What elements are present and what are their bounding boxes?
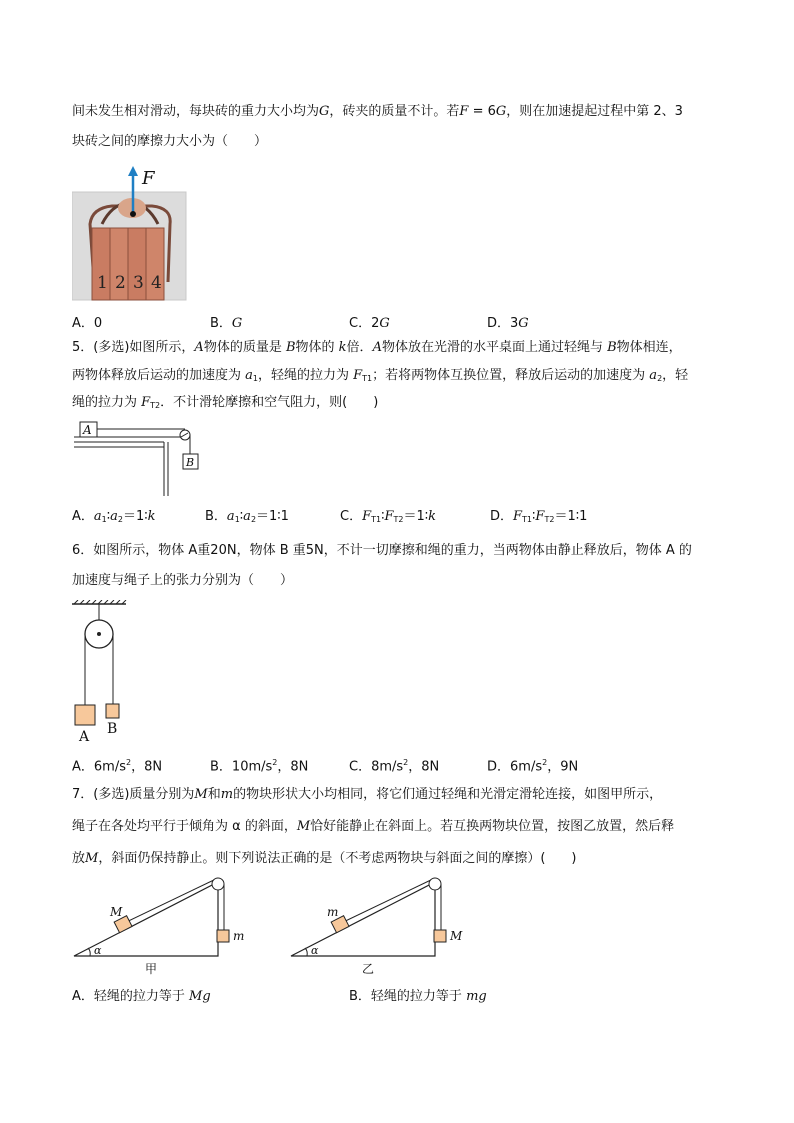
yi-caption: 乙 xyxy=(362,962,375,976)
yi-angle-label: α xyxy=(311,944,319,957)
jia-caption: 甲 xyxy=(145,962,158,976)
q6-pulley-figure xyxy=(72,600,132,749)
q5-stem-line2: 两物体释放后运动的加速度为 $a_1$，轻绳的拉力为 $F_{T1}$；若将两物体互换位置，释放后运动的加速度为 $a_2$，轻 xyxy=(72,368,689,383)
block-b-label: B xyxy=(186,456,195,469)
q5-option-d[interactable]: D．$F_{T1}∶F_{T2}=1∶1$ xyxy=(490,509,588,524)
yi-slope-block-label: m xyxy=(327,905,339,919)
label-a: A xyxy=(79,729,90,745)
q4-stem-line2: 块砖之间的摩擦力大小为（ ） xyxy=(72,134,268,149)
q5-stem-line3: 绳的拉力为 $F_{T2}$．不计滑轮摩擦和空气阻力，则( ) xyxy=(72,395,379,410)
q6-option-b[interactable]: B．$10m/s^2$，8N xyxy=(210,758,309,775)
q6-option-c[interactable]: C．$8m/s^2$，8N xyxy=(349,758,440,775)
q6-option-a[interactable]: A．$6m/s^2$，8N xyxy=(72,758,163,775)
q6-stem-line1: 6．如图所示，物体 A重20N，物体 B 重5N，不计一切摩擦和绳的重力，当两物体由静止释放后，物体 A 的 xyxy=(72,543,692,558)
brick-label-4: 4 xyxy=(151,273,162,293)
q5-option-c[interactable]: C．$F_{T1}∶F_{T2}=1∶k$ xyxy=(340,509,437,524)
q4-option-b[interactable]: B．G xyxy=(210,316,243,331)
q5-table-pulley-figure xyxy=(72,420,212,502)
q4-option-c[interactable]: C．2G xyxy=(349,316,390,331)
q6-option-d[interactable]: D．$6m/s^2$，9N xyxy=(487,758,579,775)
q4-stem-line1: 间未发生相对滑动，每块砖的重力大小均为G，砖夹的质量不计。若F = 6G，则在加速提起过程中第 2、3 xyxy=(72,104,683,119)
yi-hang-block-label: M xyxy=(450,929,463,943)
jia-angle-label: α xyxy=(94,944,102,957)
brick-label-3: 3 xyxy=(133,273,144,293)
q4-option-d[interactable]: D．3G xyxy=(487,316,529,331)
q7-stem-line2: 绳子在各处均平行于倾角为 α 的斜面，M恰好能静止在斜面上。若互换两物块位置，按图乙放置，然后释 xyxy=(72,819,675,834)
q7-option-a[interactable]: A．轻绳的拉力等于 Mg xyxy=(72,989,211,1004)
q7-stem-line3: 放M，斜面仍保持静止。则下列说法正确的是（不考虑两物块与斜面之间的摩擦）( ) xyxy=(72,851,577,866)
block-a-label: A xyxy=(83,423,92,437)
q7-stem-line1: 7．(多选)质量分别为M和m的物块形状大小均相同，将它们通过轻绳和光滑定滑轮连接，如图甲所示， xyxy=(72,787,663,802)
force-label: F xyxy=(142,168,155,189)
label-b: B xyxy=(107,721,118,737)
q7-figure-yi xyxy=(289,874,469,982)
q7-figure-jia xyxy=(72,874,252,982)
q4-option-a[interactable]: A．0 xyxy=(72,316,103,331)
jia-hang-block-label: m xyxy=(233,929,245,943)
brick-label-2: 2 xyxy=(115,273,126,293)
q7-option-b[interactable]: B．轻绳的拉力等于 mg xyxy=(349,989,487,1004)
q5-option-a[interactable]: A．$a_1∶a_2=1∶k$ xyxy=(72,509,156,524)
brick-label-1: 1 xyxy=(97,273,108,293)
q4-brick-clamp-figure xyxy=(72,164,188,306)
q5-option-b[interactable]: B．$a_1∶a_2=1∶1$ xyxy=(205,509,289,524)
q6-stem-line2: 加速度与绳子上的张力分别为（ ） xyxy=(72,573,294,588)
jia-slope-block-label: M xyxy=(110,905,123,919)
q5-stem-line1: 5．(多选)如图所示，A物体的质量是 B物体的 k倍．A物体放在光滑的水平桌面上通过轻绳与 B物体相连， xyxy=(72,340,682,355)
